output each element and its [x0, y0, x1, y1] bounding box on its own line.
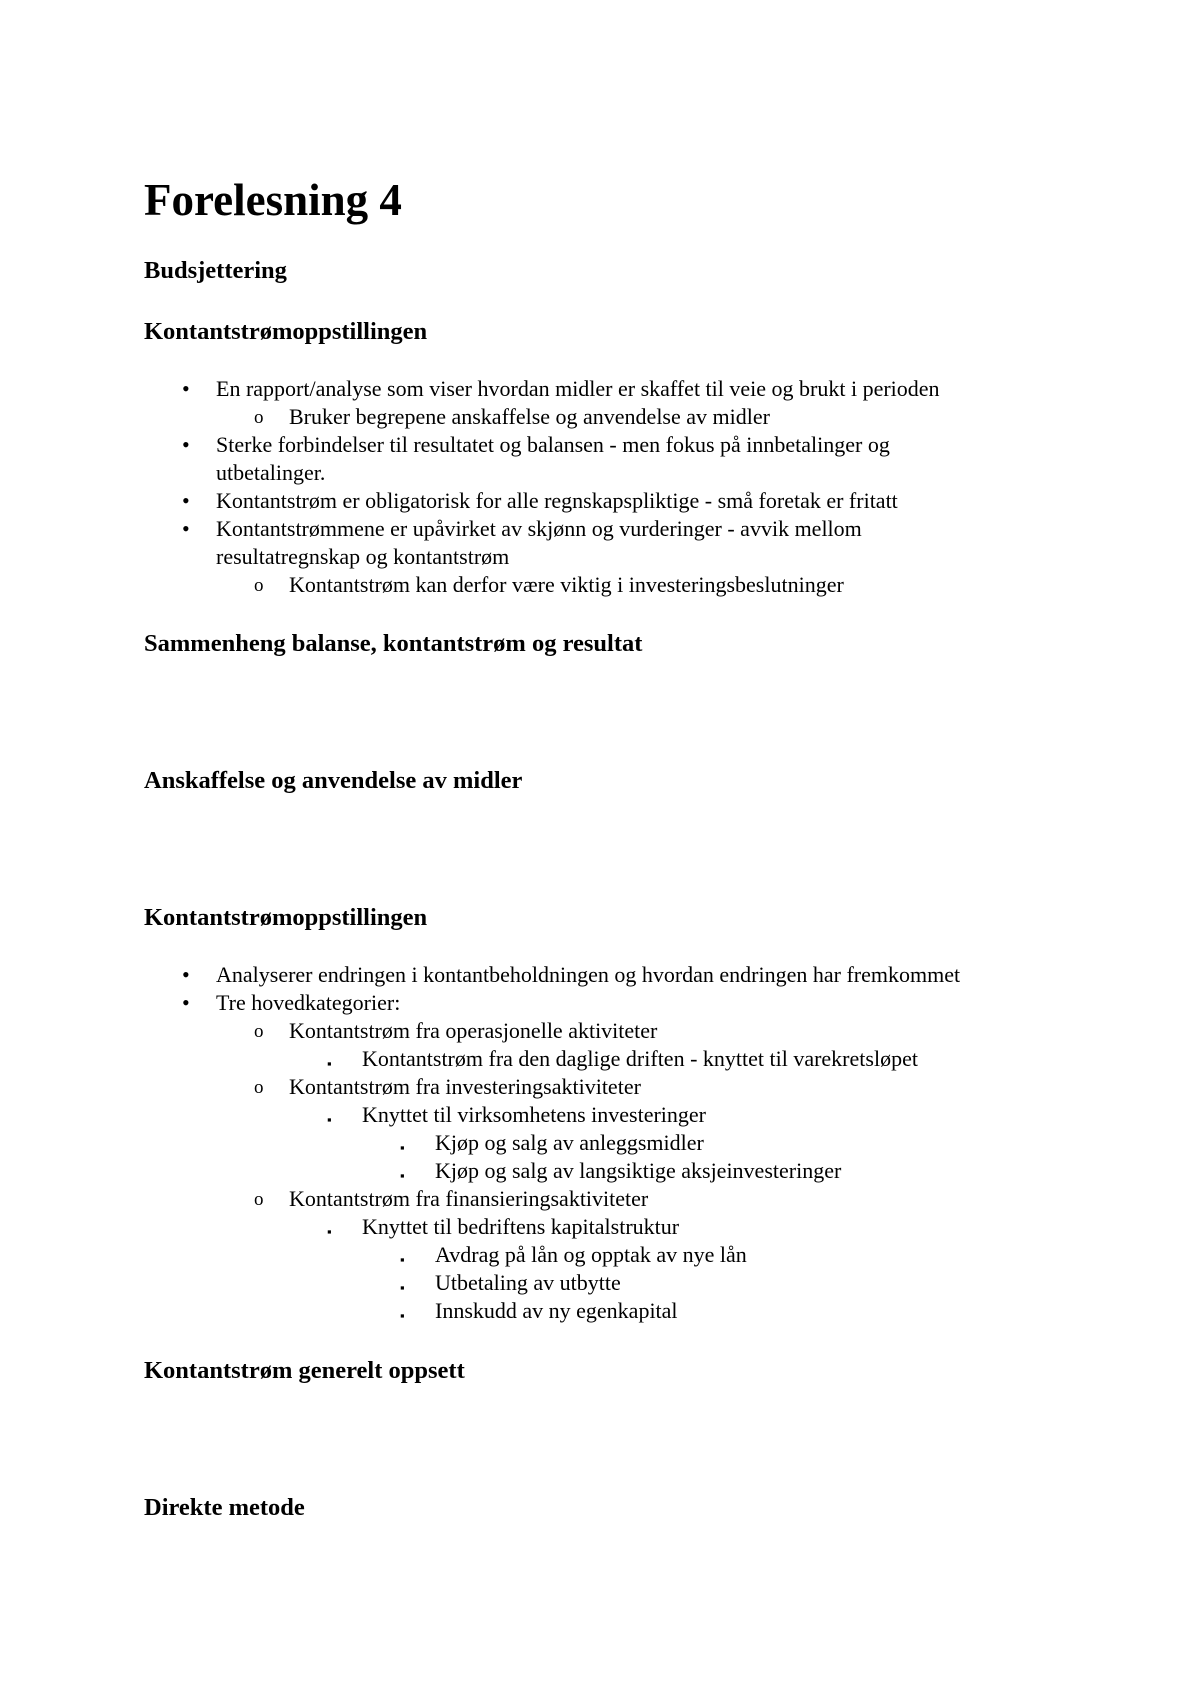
list-item — [254, 1073, 641, 1101]
page-title: Forelesning 4 — [144, 175, 402, 225]
list-item — [400, 1297, 678, 1325]
list-item — [400, 1129, 704, 1157]
bullet-marker: • — [182, 376, 190, 401]
list-item — [254, 571, 844, 599]
list-item-text: utbetalinger. — [216, 460, 326, 485]
list-item — [182, 487, 898, 515]
heading-kontantstromoppstillingen-1: Kontantstrømoppstillingen — [144, 318, 428, 345]
list-item — [400, 1157, 842, 1185]
list-item — [400, 1241, 747, 1269]
bullet-marker: • — [182, 432, 190, 457]
circle-marker: o — [254, 575, 264, 596]
square-marker: ▪ — [327, 1112, 332, 1127]
square-marker: ▪ — [400, 1280, 405, 1295]
square-marker: ▪ — [400, 1308, 405, 1323]
list-item — [182, 961, 961, 989]
circle-marker: o — [254, 407, 264, 428]
heading-sammenheng: Sammenheng balanse, kontantstrøm og resultat — [144, 630, 643, 657]
heading-anskaffelse: Anskaffelse og anvendelse av midler — [144, 767, 523, 794]
list-item-text: Kontantstrøm fra operasjonelle aktiviteter — [289, 1018, 658, 1043]
list-item-continuation — [216, 459, 325, 487]
list-item — [182, 431, 890, 459]
square-marker: ▪ — [327, 1056, 332, 1071]
list-item-text: Kontantstrøm fra finansieringsaktiviteter — [289, 1186, 649, 1211]
list-item-text: Kontantstrøm fra investeringsaktiviteter — [289, 1074, 641, 1099]
list-item-text: Kontantstrøm fra den daglige driften - knyttet til varekretsløpet — [362, 1046, 918, 1071]
heading-generelt-oppsett: Kontantstrøm generelt oppsett — [144, 1357, 465, 1384]
square-marker: ▪ — [400, 1140, 405, 1155]
heading-direkte-metode: Direkte metode — [144, 1494, 305, 1521]
bullet-marker: • — [182, 962, 190, 987]
heading-budsjettering: Budsjettering — [144, 257, 287, 284]
list-item — [400, 1269, 621, 1297]
circle-marker: o — [254, 1189, 264, 1210]
list-item-text: resultatregnskap og kontantstrøm — [216, 544, 510, 569]
list-item-text: Analyserer endringen i kontantbeholdningen og hvordan endringen har fremkommet — [216, 962, 961, 987]
bullet-marker: • — [182, 990, 190, 1015]
bullet-marker: • — [182, 516, 190, 541]
list-item — [254, 1017, 658, 1045]
list-item — [182, 375, 940, 403]
square-marker: ▪ — [327, 1224, 332, 1239]
list-item-text: Kontantstrøm kan derfor være viktig i investeringsbeslutninger — [289, 572, 844, 597]
list-item-text: Kjøp og salg av anleggsmidler — [435, 1130, 704, 1155]
square-marker: ▪ — [400, 1168, 405, 1183]
list-item-text: Kontantstrøm er obligatorisk for alle regnskapspliktige - små foretak er fritatt — [216, 488, 898, 513]
list-item — [254, 403, 770, 431]
list-item-text: Innskudd av ny egenkapital — [435, 1298, 678, 1323]
list-item-continuation — [216, 543, 509, 571]
bullet-marker: • — [182, 488, 190, 513]
list-item — [327, 1213, 680, 1241]
list-item — [327, 1045, 918, 1073]
list-item-text: Knyttet til bedriftens kapitalstruktur — [362, 1214, 680, 1239]
list-item — [182, 515, 862, 543]
list-item-text: Tre hovedkategorier: — [216, 990, 401, 1015]
list-item-text: Kontantstrømmene er upåvirket av skjønn og vurderinger - avvik mellom — [216, 516, 862, 541]
list-item-text: Sterke forbindelser til resultatet og balansen - men fokus på innbetalinger og — [216, 432, 890, 457]
list-item-text: Knyttet til virksomhetens investeringer — [362, 1102, 706, 1127]
list-item-text: Avdrag på lån og opptak av nye lån — [435, 1242, 747, 1267]
list-item-text: Utbetaling av utbytte — [435, 1270, 621, 1295]
list-item — [182, 989, 401, 1017]
heading-kontantstromoppstillingen-2: Kontantstrømoppstillingen — [144, 904, 428, 931]
list-item — [327, 1101, 706, 1129]
square-marker: ▪ — [400, 1252, 405, 1267]
list-item-text: En rapport/analyse som viser hvordan midler er skaffet til veie og brukt i perioden — [216, 376, 940, 401]
list-item-text: Kjøp og salg av langsiktige aksjeinvesteringer — [435, 1158, 842, 1183]
circle-marker: o — [254, 1077, 264, 1098]
list-item — [254, 1185, 649, 1213]
circle-marker: o — [254, 1021, 264, 1042]
list-item-text: Bruker begrepene anskaffelse og anvendelse av midler — [289, 404, 770, 429]
